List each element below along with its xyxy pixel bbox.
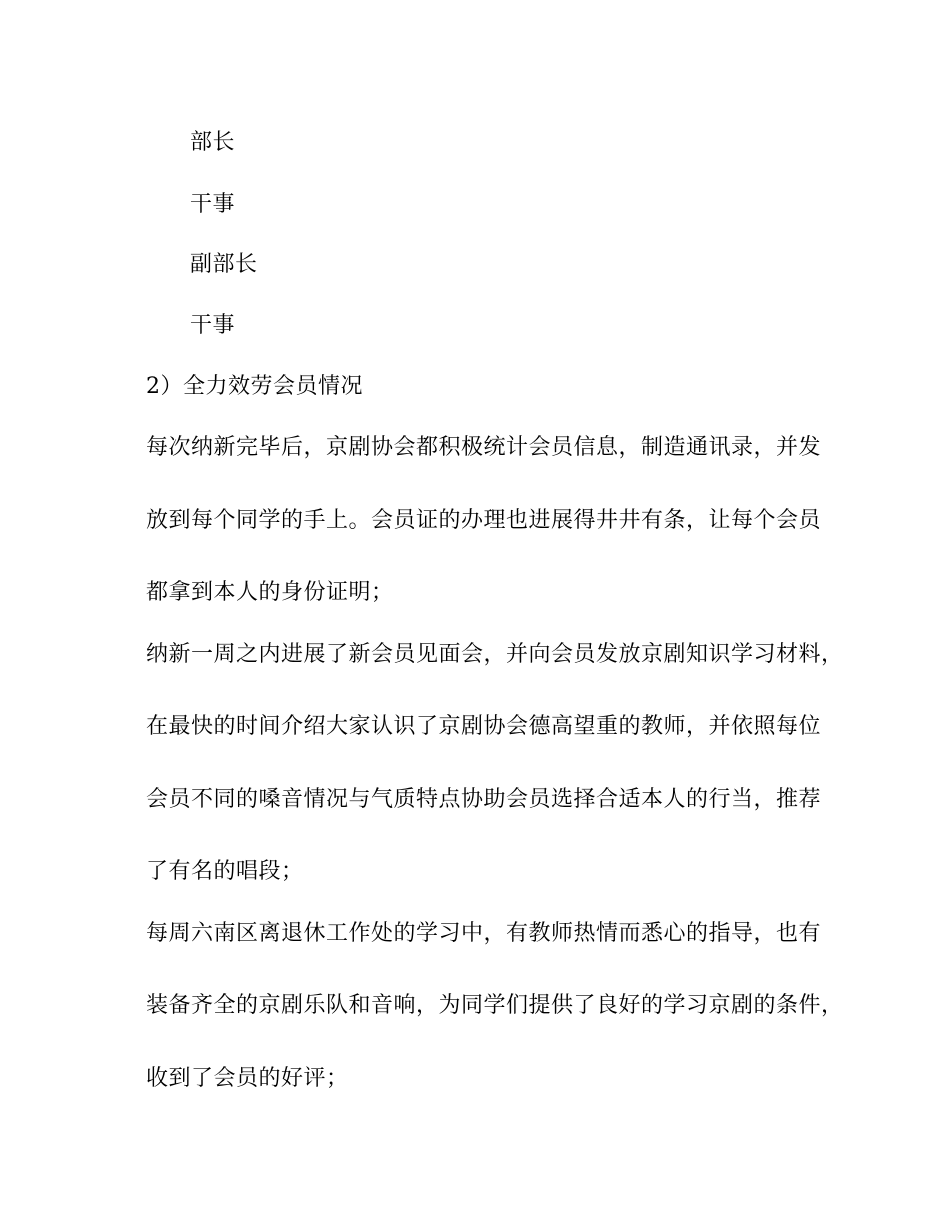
paragraph-line: 装备齐全的京剧乐队和音响，为同学们提供了良好的学习京剧的条件， [146,993,844,1018]
paragraph-line: 会员不同的嗓音情况与气质特点协助会员选择合适本人的行当，推荐 [146,787,822,812]
paragraph-line: 放到每个同学的手上。会员证的办理也进展得井井有条，让每个会员 [146,508,822,533]
paragraph-line: 在最快的时间介绍大家认识了京剧协会德高望重的教师，并依照每位 [146,714,822,739]
paragraph-line: 每次纳新完毕后，京剧协会都积极统计会员信息，制造通讯录，并发 [146,435,822,460]
paragraph-line: 收到了会员的好评； [146,1066,349,1091]
section-heading: 2）全力效劳会员情况 [146,374,363,399]
role-item: 干事 [190,192,236,217]
paragraph-line: 每周六南区离退休工作处的学习中，有教师热情而悉心的指导，也有 [146,921,822,946]
role-item: 部长 [190,130,236,155]
paragraph-line: 了有名的唱段； [146,859,304,884]
role-item: 副部长 [190,252,258,277]
paragraph-line: 纳新一周之内进展了新会员见面会，并向会员发放京剧知识学习材料， [146,642,844,667]
paragraph-line: 都拿到本人的身份证明； [146,580,394,605]
role-item: 干事 [190,313,236,338]
